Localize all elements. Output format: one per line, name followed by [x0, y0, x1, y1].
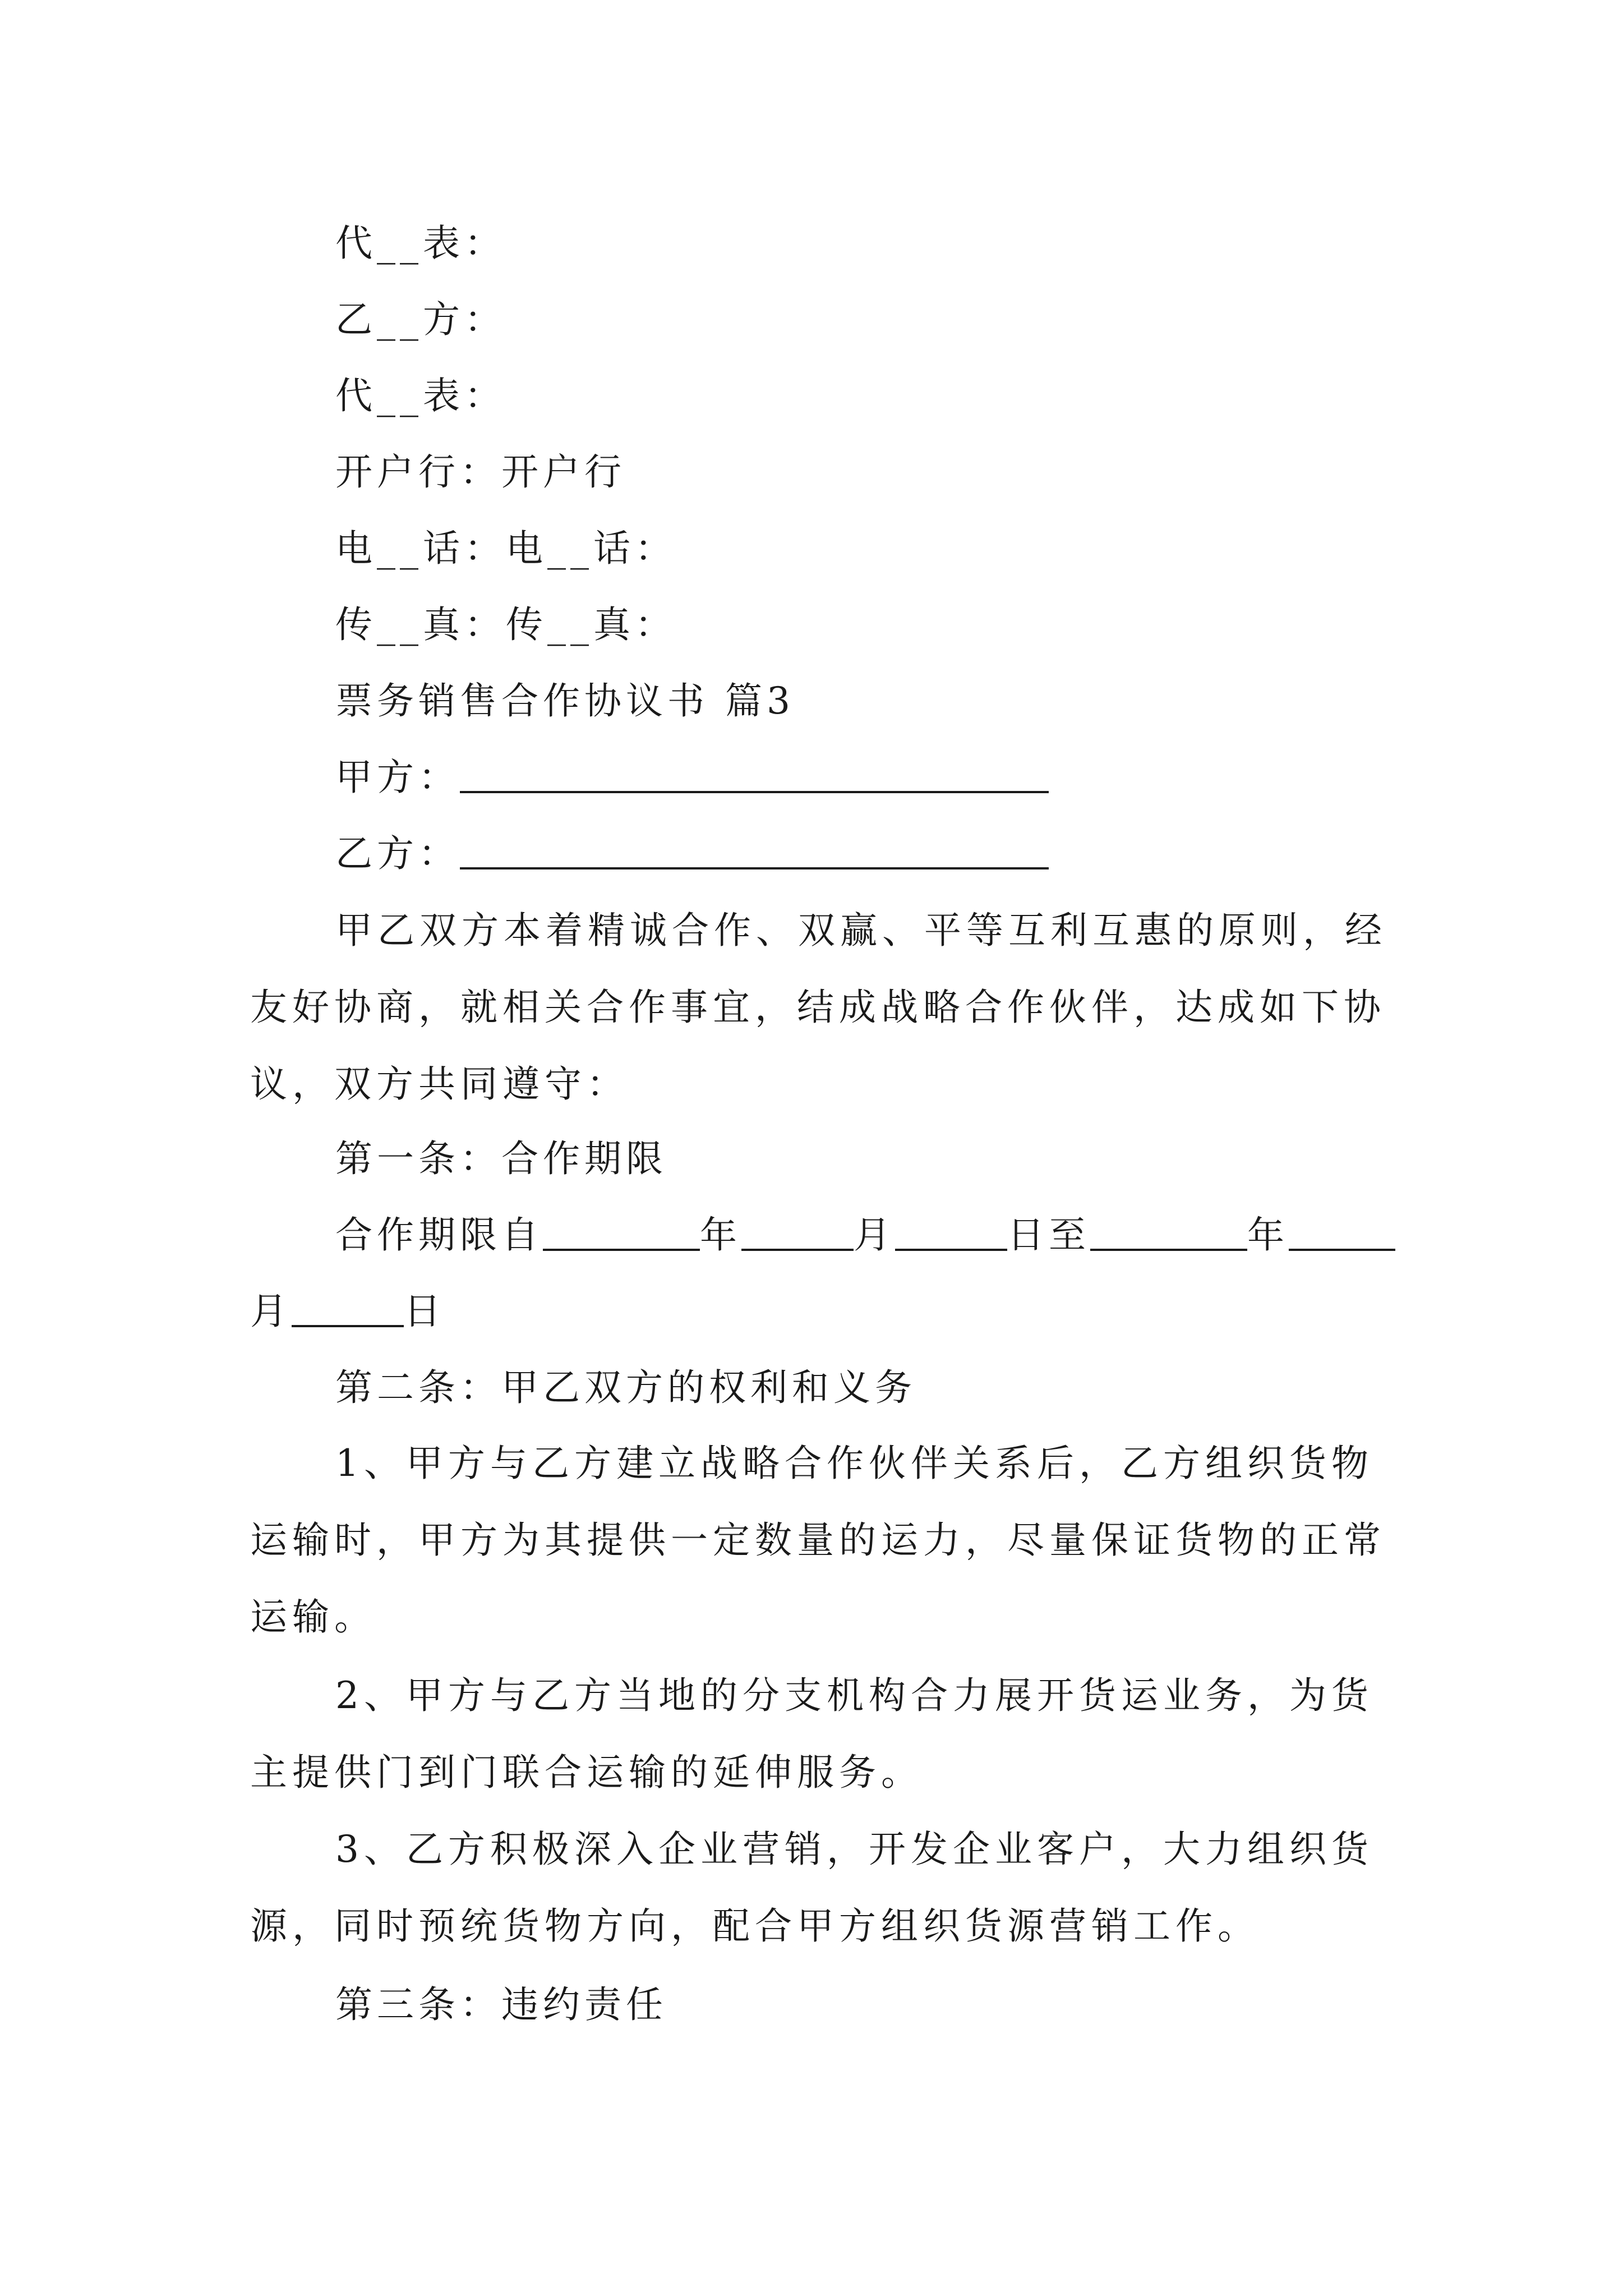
representative-line-2: 代__表：	[335, 374, 506, 417]
fax-line: 传__真：传__真：	[335, 603, 676, 646]
article-3-title: 第三条：违约责任	[335, 1983, 667, 2026]
party-b-blank	[460, 835, 1049, 869]
term-line-continued	[250, 1281, 445, 1335]
party-b-field	[335, 823, 1049, 877]
article-1-title: 第一条：合作期限	[335, 1137, 667, 1180]
bank-line: 开户行：开户行	[335, 450, 626, 494]
party-b-line: 乙__方：	[335, 298, 506, 341]
term-blank-year-1	[543, 1216, 700, 1251]
term-blank-month-2	[1289, 1216, 1395, 1251]
article-2-title: 第二条：甲乙双方的权利和义务	[335, 1366, 916, 1409]
term-line	[335, 1205, 1395, 1258]
term-prefix: 合作期限自	[335, 1213, 543, 1257]
article-2-item-3: 3、乙方积极深入企业营销，开发企业客户，大力组织货源，同时预统货物方向，配合甲方组织货源营销工作。	[250, 1828, 1373, 1948]
term-blank-day-1	[895, 1216, 1007, 1251]
party-a-label: 甲方：	[335, 756, 460, 799]
party-b-label: 乙方：	[335, 832, 460, 875]
term-day-to: 日至	[1007, 1213, 1090, 1257]
term-year-1: 年	[700, 1213, 741, 1257]
party-a-field	[335, 747, 1049, 800]
term-blank-day-2	[292, 1292, 404, 1327]
party-a-blank	[460, 758, 1049, 793]
term-blank-month-1	[741, 1216, 854, 1251]
phone-line: 电__话：电__话：	[335, 527, 676, 570]
term-day-2: 日	[404, 1290, 445, 1333]
representative-line-1: 代__表：	[335, 222, 506, 265]
article-2-item-1: 1、甲方与乙方建立战略合作伙伴关系后，乙方组织货物运输时，甲方为其提供一定数量的运力，尽量保证货物的正常运输。	[250, 1442, 1386, 1639]
intro-paragraph: 甲乙双方本着精诚合作、双赢、平等互利互惠的原则，经友好协商，就相关合作事宜，结成战略合作伙伴，达成如下协议，双方共同遵守：	[250, 909, 1387, 1106]
agreement-title: 票务销售合作协议书 篇3	[335, 679, 795, 723]
term-month-2: 月	[250, 1290, 292, 1333]
term-year-2: 年	[1247, 1213, 1289, 1257]
term-month-1: 月	[854, 1213, 895, 1257]
article-2-item-2: 2、甲方与乙方当地的分支机构合力展开货运业务，为货主提供门到门联合运输的延伸服务。	[250, 1674, 1373, 1794]
term-blank-year-2	[1090, 1216, 1247, 1251]
